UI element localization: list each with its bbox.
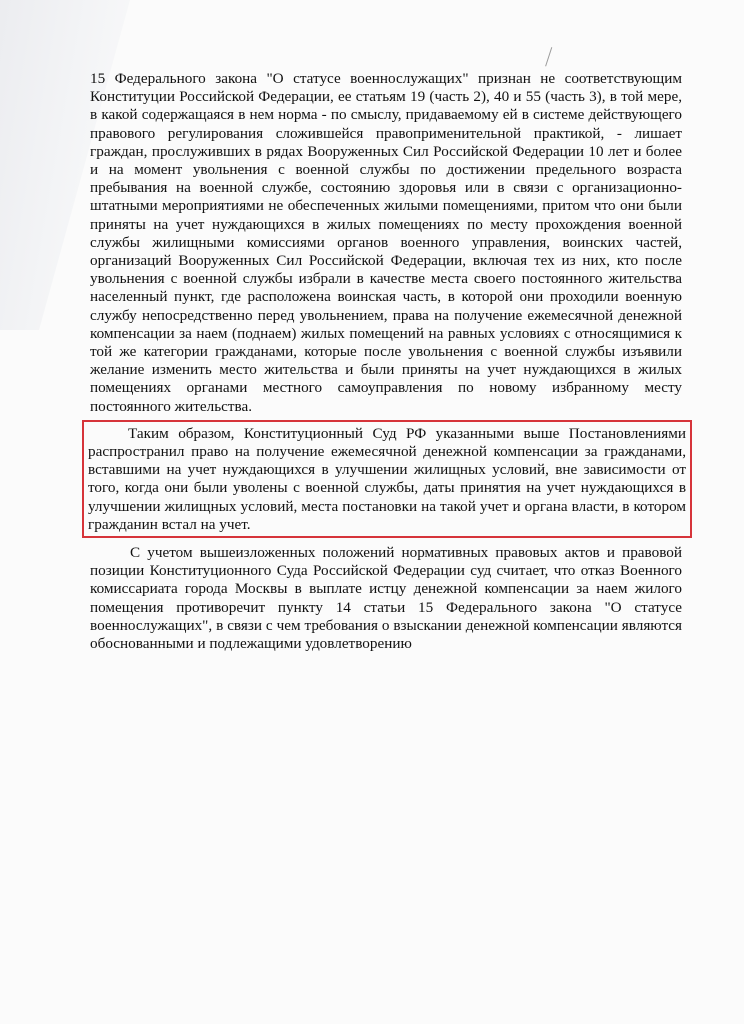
document-body bbox=[88, 70, 686, 653]
paragraph-court-conclusion: Таким образом, Конституционный Суд РФ указанными выше Постановлениями распространил право на получение ежемесячной денежной компенсации за гражданами, вставшими на учет нуждающихся в улучшении жилищных условий, вне зависимости от того, когда они были уволены с военной службы, даты принятия на учет нуждающихся в улучшении жилищных условий, места постановки на такой учет и органа власти, в котором гражданин встал на учет. bbox=[88, 424, 686, 533]
pen-mark bbox=[545, 47, 560, 69]
paragraph-statute-ruling: 15 Федерального закона "О статусе военнослужащих" признан не соответствующим Конституции Российской Федерации, ее статьям 19 (часть 2), 40 и 55 (часть 3), в той мере, в какой содержащаяся в нем норма - по смыслу, придаваемому ей в системе действующего правового регулирования сложившейся правоприменительной практикой, - лишает граждан, прослуживших в рядах Вооруженных Сил Российской Федерации 10 лет и более и на момент увольнения с военной службы по достижении предельного возраста пребывания на военной службе, состоянию здоровья или в связи с организационно-штатными мероприятиями не обеспеченных жилыми помещениями, притом что они были приняты на учет нуждающихся в жилых помещениях по месту прохождения военной службы жилищными комиссиями органов военного управления, воинских частей, организаций Вооруженных Сил Российской Федерации, включая тех из них, кто после увольнения с военной службы избрали в качестве места своего постоянного жительства населенный пункт, где расположена воинская часть, в которой они проходили военную службу непосредственно перед увольнением, права на получение ежемесячной денежной компенсации за наем (поднаем) жилых помещений на равных условиях с относящимися к той же категории гражданами, которые после увольнения с военной службы изъявили желание изменить место жительства и были приняты на учет нуждающихся в жилых помещениях органами местного самоуправления по новому избранному месту постоянного жительства. bbox=[90, 70, 682, 415]
highlighted-passage-box bbox=[82, 420, 692, 538]
paragraph-court-decision: С учетом вышеизложенных положений нормативных правовых актов и правовой позиции Конституционного Суда Российской Федерации суд считает, что отказ Военного комиссариата города Москвы в выплате истцу денежной компенсации за наем жилого помещения противоречит пункту 14 статьи 15 Федерального закона "О статусе военнослужащих", в связи с чем требования о взыскании денежной компенсации являются обоснованными и подлежащими удовлетворению bbox=[90, 544, 682, 653]
